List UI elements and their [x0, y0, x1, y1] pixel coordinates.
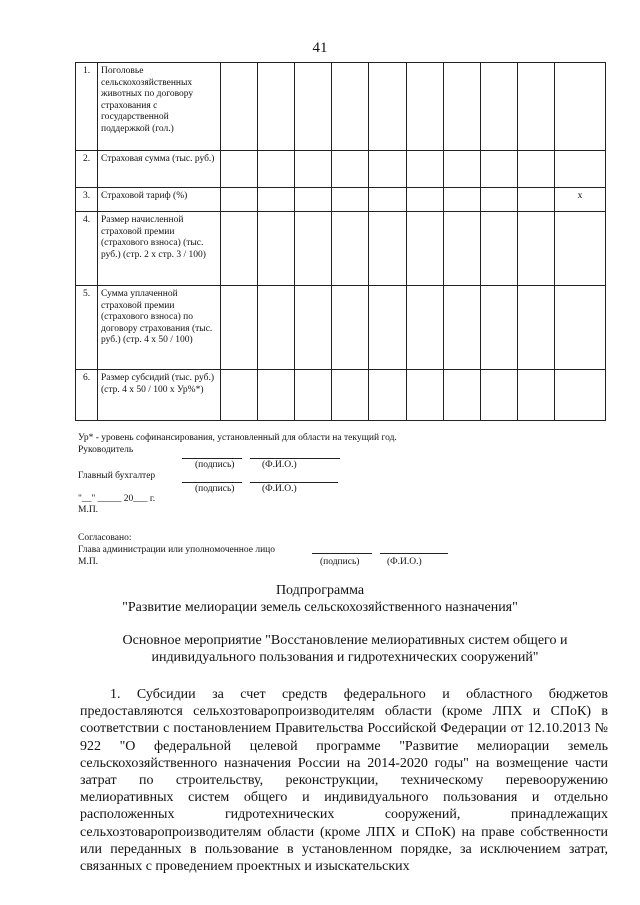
- measure-title-line-2: индивидуального пользования и гидротехнических сооружений": [151, 650, 539, 665]
- table-cell: [369, 151, 407, 188]
- stamp-mark: М.П.: [78, 505, 99, 515]
- table-cell: [221, 151, 258, 188]
- body-paragraph: 1. Субсидии за счет средств федерального и областного бюджетов предоставляются сельхозтоваропроизводителям области (кроме ЛПХ и СПоК) в соответствии с постановлением Правительства Российской Федерации от 12.10.2013 № 922 "О федеральной целевой программе "Развитие мелиорации земель сельскохозяйственного назначения России на 2014-2020 годы" на возмещение части затрат по строительству, реконструкции, техническому перевооружению мелиоративных систем общего и индивидуального пользования и отдельно расположенных гидротехнических сооружений, принадлежащих сельхозтоваропроизводителям области (кроме ЛПХ и СПоК) на праве собственности или переданных в пользование в установленном порядке, за исключением затрат, связанных с проведением проектных и изыскательских: [80, 687, 608, 875]
- table-cell: [481, 370, 518, 421]
- table-cell: [444, 151, 481, 188]
- table-cell: [369, 286, 407, 370]
- accountant-name-line: [250, 482, 338, 483]
- table-cell: [555, 63, 606, 151]
- table-cell: [295, 286, 332, 370]
- table-cell: [407, 188, 444, 212]
- agreed-name-line: [380, 553, 448, 554]
- head-signature-line: [182, 458, 242, 459]
- agreed-name-caption: (Ф.И.О.): [387, 557, 422, 567]
- subprogram-name: "Развитие мелиорации земель сельскохозяйственного назначения": [122, 600, 518, 615]
- table-cell: [295, 63, 332, 151]
- page-number: 41: [312, 40, 328, 56]
- table-cell: [221, 370, 258, 421]
- table-cell: [332, 370, 369, 421]
- table-cell: [332, 212, 369, 286]
- table-cell: [555, 370, 606, 421]
- row-label: Поголовье сельскохозяйственных животных по договору страхования с государственной поддержкой (гол.): [98, 63, 221, 151]
- table-cell: [407, 370, 444, 421]
- footnote: Ур* - уровень софинансирования, установленный для области на текущий год.: [78, 433, 397, 443]
- measure-title-line-1: Основное мероприятие "Восстановление мелиоративных систем общего и: [122, 633, 568, 648]
- table-cell: [258, 151, 295, 188]
- table-cell: [221, 188, 258, 212]
- table-cell: [369, 63, 407, 151]
- row-label: Сумма уплаченной страховой премии (страхового взноса) по договору страхования (тыс. руб.) (стр. 4 x 50 / 100): [98, 286, 221, 370]
- table-cell: [407, 151, 444, 188]
- table-cell: [518, 286, 555, 370]
- table-row: [76, 63, 606, 151]
- table-cell: [258, 188, 295, 212]
- table-cell: [518, 63, 555, 151]
- row-label: Страховая сумма (тыс. руб.): [98, 151, 221, 188]
- subprogram-title: Подпрограмма: [275, 583, 365, 598]
- tariff-x-mark: x: [555, 188, 606, 212]
- stamp-mark-2: М.П.: [78, 557, 99, 567]
- accountant-signature-caption: (подпись): [195, 484, 235, 494]
- table-cell: [221, 63, 258, 151]
- row-number: 1.: [76, 63, 98, 151]
- table-cell: [518, 212, 555, 286]
- table-cell: [332, 286, 369, 370]
- head-name-line: [250, 458, 340, 459]
- table-cell: [332, 188, 369, 212]
- table-cell: [518, 151, 555, 188]
- table-cell: [258, 286, 295, 370]
- table-row: [76, 151, 606, 188]
- table-cell: [481, 212, 518, 286]
- table-cell: [332, 63, 369, 151]
- row-number: 3.: [76, 188, 98, 212]
- table-cell: [258, 63, 295, 151]
- table-cell: [555, 212, 606, 286]
- head-label: Руководитель: [78, 445, 134, 455]
- table-cell: [369, 370, 407, 421]
- row-number: 6.: [76, 370, 98, 421]
- table-cell: [407, 212, 444, 286]
- table-cell: [221, 286, 258, 370]
- agreed-signature-line: [312, 553, 372, 554]
- table-cell: [407, 63, 444, 151]
- agreed-label: Согласовано:: [78, 533, 132, 543]
- table-cell: [481, 188, 518, 212]
- table-row: [76, 370, 606, 421]
- table-cell: [295, 151, 332, 188]
- table-cell: [444, 212, 481, 286]
- table-cell: [332, 151, 369, 188]
- date-line: "__" _____ 20___ г.: [78, 494, 156, 504]
- accountant-signature-line: [182, 482, 242, 483]
- table-cell: [295, 370, 332, 421]
- table-cell: [555, 286, 606, 370]
- table-cell: [258, 370, 295, 421]
- table-cell: [481, 63, 518, 151]
- accountant-label: Главный бухгалтер: [78, 471, 156, 481]
- table-cell: [221, 212, 258, 286]
- agreed-signature-caption: (подпись): [320, 557, 360, 567]
- table-cell: [555, 151, 606, 188]
- row-label: Страховой тариф (%): [98, 188, 221, 212]
- table-cell: [444, 188, 481, 212]
- row-label: Размер начисленной страховой премии (страхового взноса) (тыс. руб.) (стр. 2 x стр. 3 / 100): [98, 212, 221, 286]
- table-cell: [481, 151, 518, 188]
- table-cell: [444, 370, 481, 421]
- row-number: 2.: [76, 151, 98, 188]
- table-cell: [444, 63, 481, 151]
- table-cell: [369, 188, 407, 212]
- table-row: [76, 188, 606, 212]
- row-number: 4.: [76, 212, 98, 286]
- agreed-head-label: Глава администрации или уполномоченное лицо: [78, 545, 276, 555]
- table-cell: [295, 188, 332, 212]
- table-cell: [258, 212, 295, 286]
- table-cell: [518, 370, 555, 421]
- table-cell: [481, 286, 518, 370]
- table-cell: [407, 286, 444, 370]
- table-row: [76, 286, 606, 370]
- row-number: 5.: [76, 286, 98, 370]
- accountant-name-caption: (Ф.И.О.): [262, 484, 297, 494]
- table-cell: [444, 286, 481, 370]
- row-label: Размер субсидий (тыс. руб.) (стр. 4 x 50 / 100 x Ур%*): [98, 370, 221, 421]
- table-row: [76, 212, 606, 286]
- table-cell: [369, 212, 407, 286]
- subsidy-calculation-table: [75, 62, 606, 421]
- table-cell: [518, 188, 555, 212]
- head-name-caption: (Ф.И.О.): [262, 460, 297, 470]
- table-cell: [295, 212, 332, 286]
- head-signature-caption: (подпись): [195, 460, 235, 470]
